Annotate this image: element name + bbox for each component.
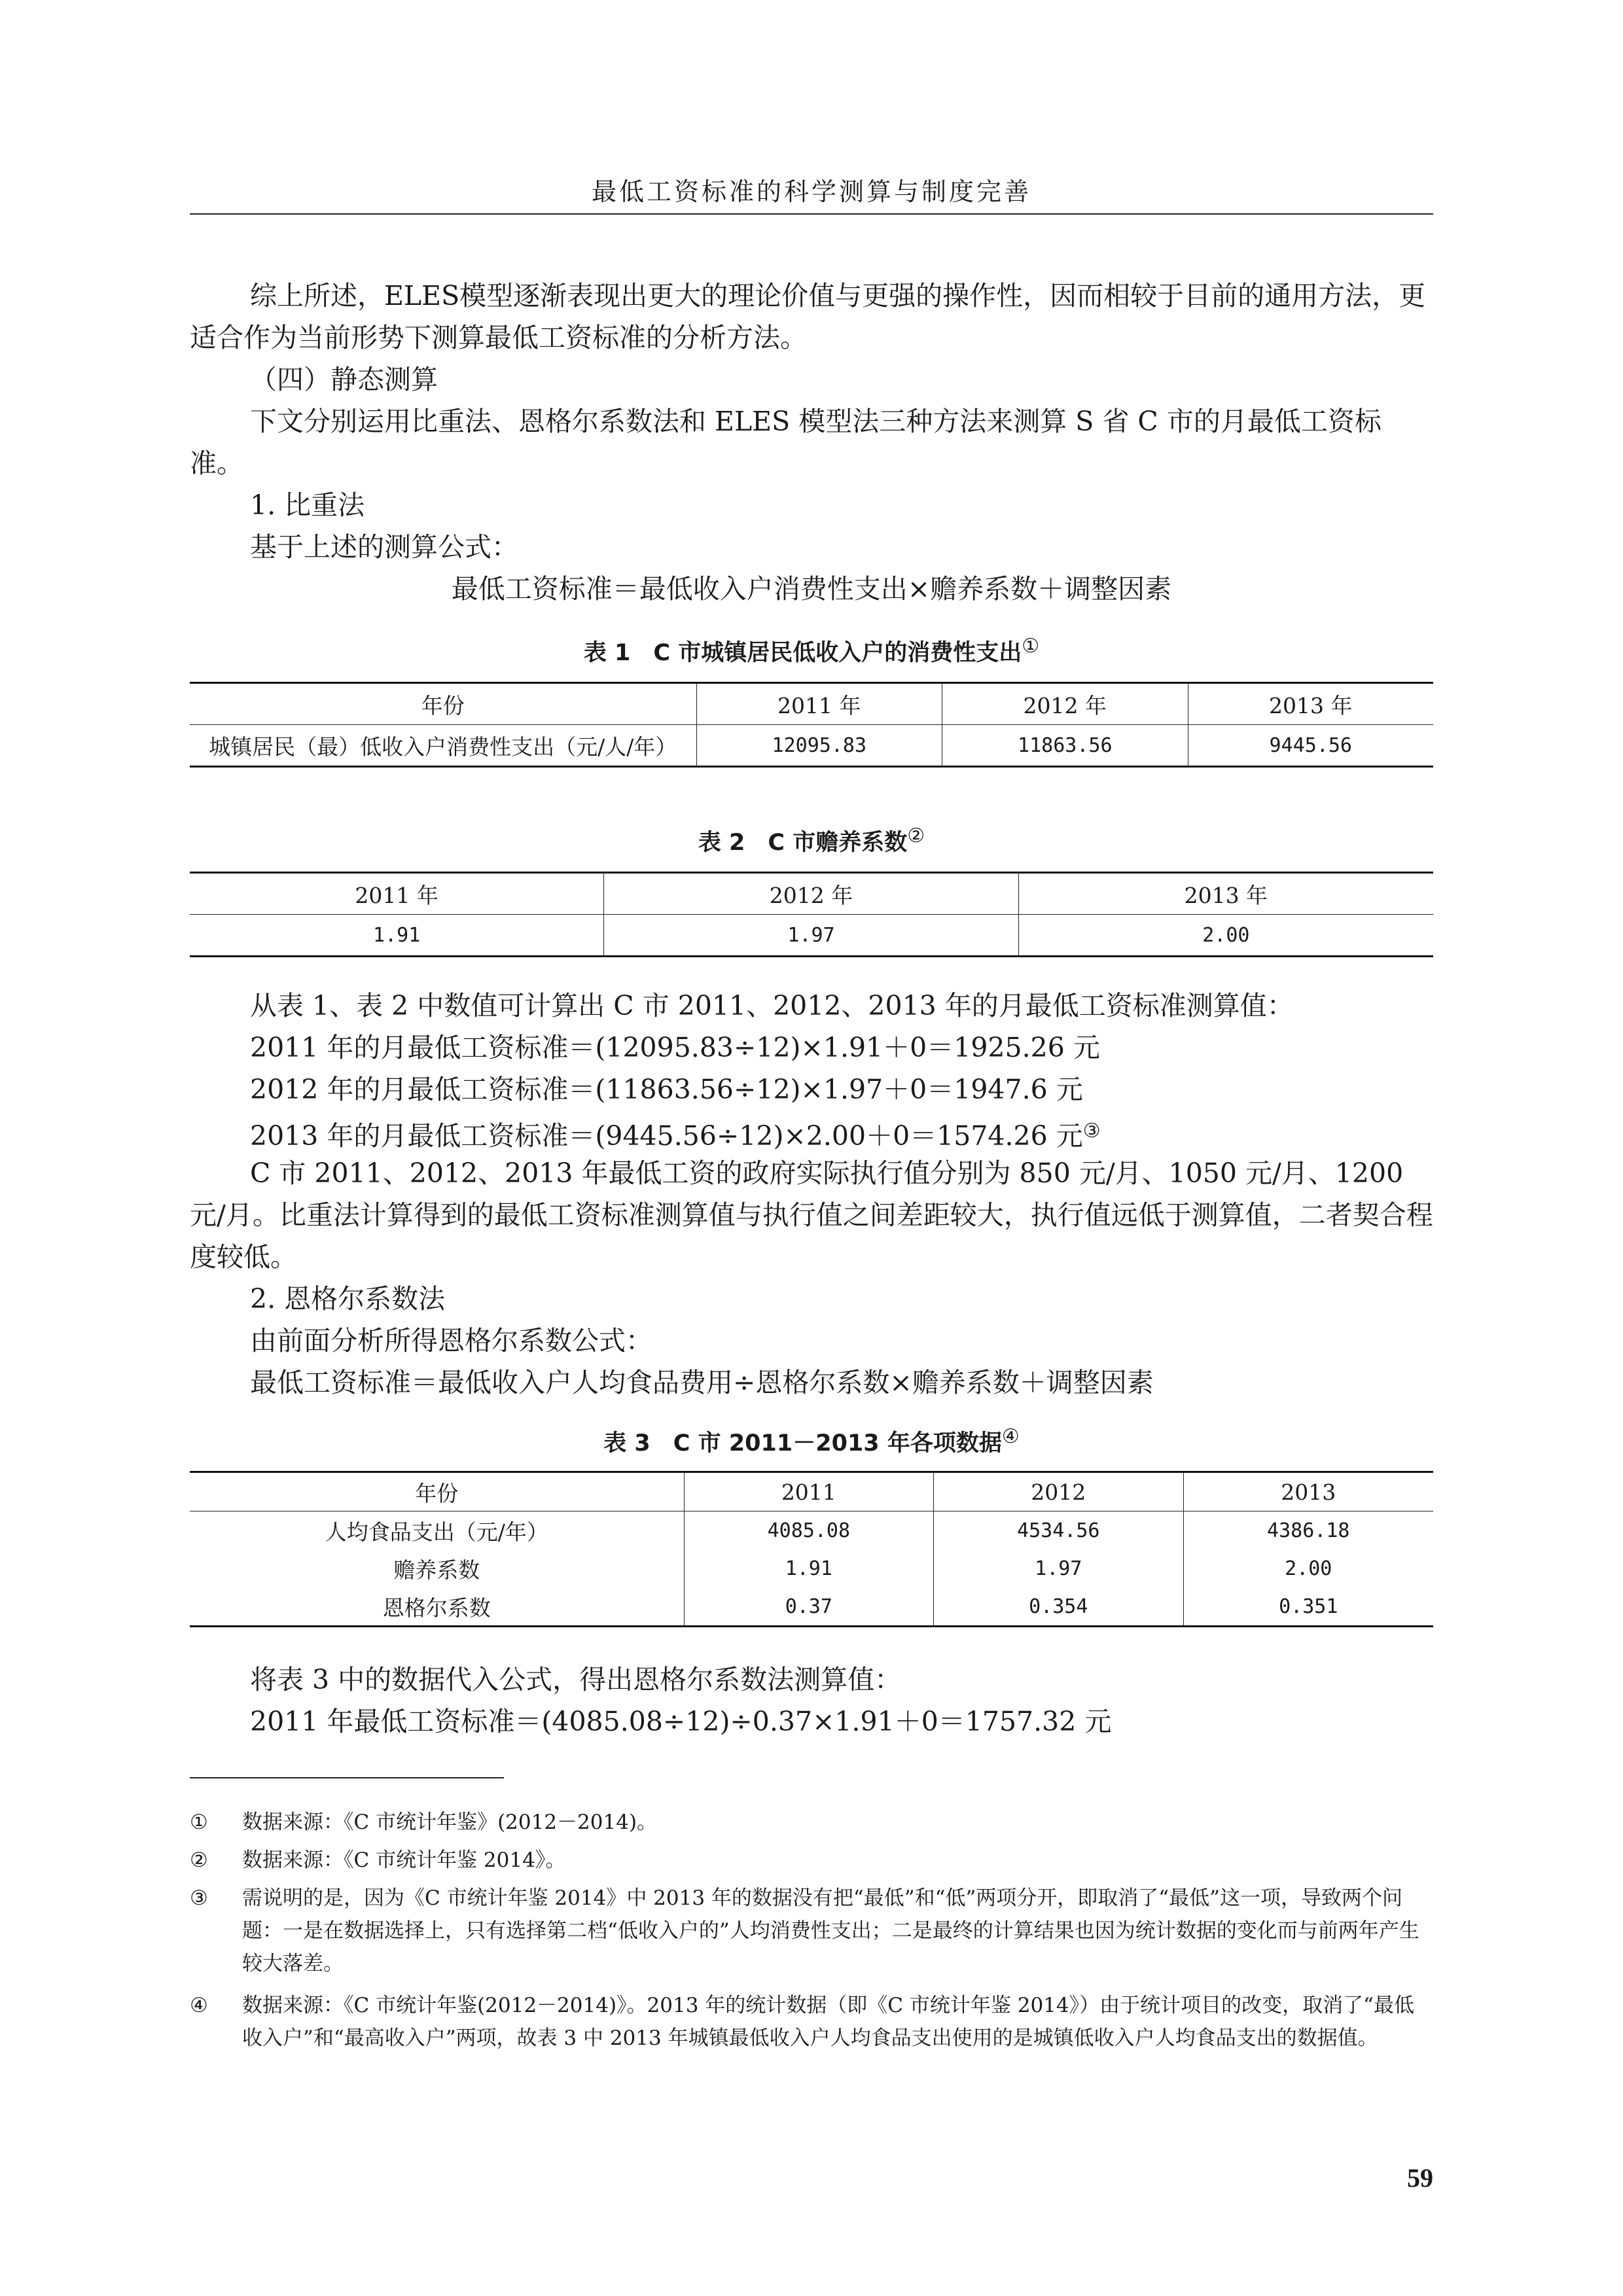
calc-2013-footnote-ref: ③ [1082, 1120, 1101, 1142]
table3-cell: 人均食品支出（元/年） [325, 1519, 548, 1545]
calc-2012-text: 2012 年的月最低工资标准＝(11863.56÷12)×1.97＋0＝1947.6 元 [250, 1074, 1083, 1105]
table-row [190, 1549, 1433, 1587]
table-row [190, 915, 1433, 957]
paragraph-formula-intro [190, 526, 1433, 568]
table3-header-row [190, 1472, 1433, 1511]
subheading-engel-method-text: 2. 恩格尔系数法 [250, 1283, 446, 1315]
table-row [190, 1587, 1433, 1627]
calc-2011-text: 2011 年的月最低工资标准＝(12095.83÷12)×1.91＋0＝1925.26 元 [250, 1032, 1100, 1063]
table3-header-cell: 2013 [1183, 1472, 1433, 1511]
paragraph-formula-intro-text: 基于上述的测算公式： [250, 531, 518, 563]
table1-header-cell: 2011 年 [696, 683, 942, 725]
table3-cell: 0.354 [934, 1587, 1183, 1627]
table3-caption-text: 表 3 C 市 2011－2013 年各项数据 [603, 1430, 1002, 1457]
calc-engel-2011 [190, 1701, 1433, 1742]
table2-cell: 1.97 [604, 915, 1018, 957]
paragraph-methods-text: 下文分别运用比重法、恩格尔系数法和 ELES 模型法三种方法来测算 S 省 C 市的月最低工资标准。 [190, 406, 1382, 479]
table2-caption [190, 824, 1433, 857]
table3-caption [190, 1425, 1433, 1458]
table3-cell: 1.97 [934, 1549, 1183, 1587]
table1-cell: 城镇居民（最）低收入户消费性支出（元/人/年） [209, 733, 677, 760]
section-heading-static [190, 359, 1433, 400]
page-number: 59 [1407, 2163, 1433, 2193]
paragraph-summary [190, 275, 1433, 359]
table1-caption-text: 表 1 C 市城镇居民低收入户的消费性支出 [583, 640, 1022, 666]
table3-cell: 4085.08 [684, 1511, 933, 1550]
footnote-text: 数据来源：《C 市统计年鉴》(2012－2014)。 [242, 1810, 658, 1834]
subheading-proportion-method-text: 1. 比重法 [250, 489, 365, 521]
calc-engel-2011-text: 2011 年最低工资标准＝(4085.08÷12)÷0.37×1.91＋0＝1757.32 元 [250, 1706, 1112, 1737]
paragraph-calc-intro-text: 从表 1、表 2 中数值可计算出 C 市 2011、2012、2013 年的月最低工资标准测算值： [250, 990, 1294, 1021]
paragraph-actual-values-text: C 市 2011、2012、2013 年最低工资的政府实际执行值分别为 850 元/月、1050 元/月、1200 元/月。比重法计算得到的最低工资标准测算值与执行值之间差距较大，执行值远低于测算值，二者契合程度较低。 [190, 1157, 1433, 1273]
paragraph-summary-text: 综上所述，ELES模型逐渐表现出更大的理论价值与更强的操作性，因而相较于目前的通用方法，更适合作为当前形势下测算最低工资标准的分析方法。 [190, 280, 1426, 353]
footnote-mark: ① [190, 1810, 208, 1834]
table1-header-cell: 2013 年 [1188, 683, 1433, 725]
footnote-3 [190, 1882, 1433, 1980]
table2 [190, 872, 1433, 957]
footnote-text: 数据来源：《C 市统计年鉴(2012－2014)》。2013 年的统计数据（即《C 市统计年鉴 2014》）由于统计项目的改变，取消了“最低收入户”和“最高收入户”两项，故表 3 中 2013 年城镇最低收入户人均食品支出使用的是城镇低收入户人均食品支出的数据值。 [242, 1994, 1414, 2050]
formula-engel [190, 1362, 1433, 1404]
table-row [190, 1511, 1433, 1550]
section-heading-static-text: （四）静态测算 [250, 364, 438, 395]
table1 [190, 682, 1433, 768]
footnote-1 [190, 1806, 1433, 1839]
table1-header-row [190, 683, 1433, 725]
running-head: 最低工资标准的科学测算与制度完善 [591, 177, 1031, 206]
header-rule [190, 213, 1433, 215]
table2-caption-text: 表 2 C 市赡养系数 [698, 830, 908, 856]
table3-cell: 1.91 [684, 1549, 933, 1587]
footnote-text: 需说明的是，因为《C 市统计年鉴 2014》中 2013 年的数据没有把“最低”和“低”两项分开，即取消了“最低”这一项，导致两个问题：一是在数据选择上，只有选择第二档“低收入户的”人均消费性支出；二是最终的计算结果也因为统计数据的变化而与前两年产生较大落差。 [242, 1886, 1419, 1975]
table2-header-cell: 2011 年 [190, 873, 604, 915]
table3-cell: 0.37 [684, 1587, 933, 1627]
table1-header-cell: 2012 年 [942, 683, 1188, 725]
table3-footnote-ref: ④ [1001, 1425, 1020, 1448]
table1-cell: 12095.83 [696, 725, 942, 767]
subheading-proportion-method [190, 484, 1433, 526]
table3-cell: 0.351 [1183, 1587, 1433, 1627]
table3-cell: 4534.56 [934, 1511, 1183, 1550]
formula-proportion: 最低工资标准＝最低收入户消费性支出×赡养系数＋调整因素 [451, 573, 1172, 605]
paragraph-methods [190, 400, 1433, 484]
table1-cell: 11863.56 [942, 725, 1188, 767]
table3-header-cell: 2011 [684, 1472, 933, 1511]
footnote-4 [190, 1989, 1433, 2055]
table3-cell: 4386.18 [1183, 1511, 1433, 1550]
subheading-engel-method [190, 1278, 1433, 1320]
footnote-mark: ② [190, 1848, 208, 1872]
table1-caption [190, 635, 1433, 667]
table1-footnote-ref: ① [1022, 635, 1040, 658]
table1-cell: 9445.56 [1188, 725, 1433, 767]
paragraph-engel-intro [190, 1320, 1433, 1362]
table-row [190, 725, 1433, 767]
table3-cell: 恩格尔系数 [382, 1595, 491, 1621]
paragraph-actual-values [190, 1152, 1433, 1278]
calc-2013-text: 2013 年的月最低工资标准＝(9445.56÷12)×2.00＋0＝1574.26 元 [250, 1120, 1083, 1152]
calc-2011 [190, 1027, 1433, 1069]
table3-header-cell: 年份 [190, 1472, 684, 1511]
footnote-2 [190, 1844, 1433, 1877]
table3-cell: 赡养系数 [393, 1557, 480, 1583]
paragraph-calc-intro [190, 985, 1433, 1027]
table2-footnote-ref: ② [907, 824, 925, 847]
calc-2012 [190, 1069, 1433, 1110]
table2-cell: 2.00 [1018, 915, 1433, 957]
paragraph-engel-intro-text: 由前面分析所得恩格尔系数公式： [250, 1325, 652, 1356]
table2-header-cell: 2013 年 [1018, 873, 1433, 915]
calc-2013 [190, 1110, 1433, 1157]
table3 [190, 1471, 1433, 1627]
table2-cell: 1.91 [373, 923, 421, 947]
table1-header-cell: 年份 [190, 683, 696, 725]
table3-cell: 2.00 [1183, 1549, 1433, 1587]
table3-header-cell: 2012 [934, 1472, 1183, 1511]
table2-header-cell: 2012 年 [604, 873, 1018, 915]
footnote-mark: ③ [190, 1886, 208, 1910]
paragraph-engel-calc-intro-text: 将表 3 中的数据代入公式，得出恩格尔系数法测算值： [250, 1664, 902, 1695]
footnote-rule [190, 1777, 504, 1778]
formula-engel-text: 最低工资标准＝最低收入户人均食品费用÷恩格尔系数×赡养系数＋调整因素 [250, 1367, 1154, 1398]
paragraph-engel-calc-intro [190, 1659, 1433, 1701]
footnote-mark: ④ [190, 1994, 208, 2017]
footnote-text: 数据来源：《C 市统计年鉴 2014》。 [242, 1848, 566, 1872]
table2-header-row [190, 873, 1433, 915]
